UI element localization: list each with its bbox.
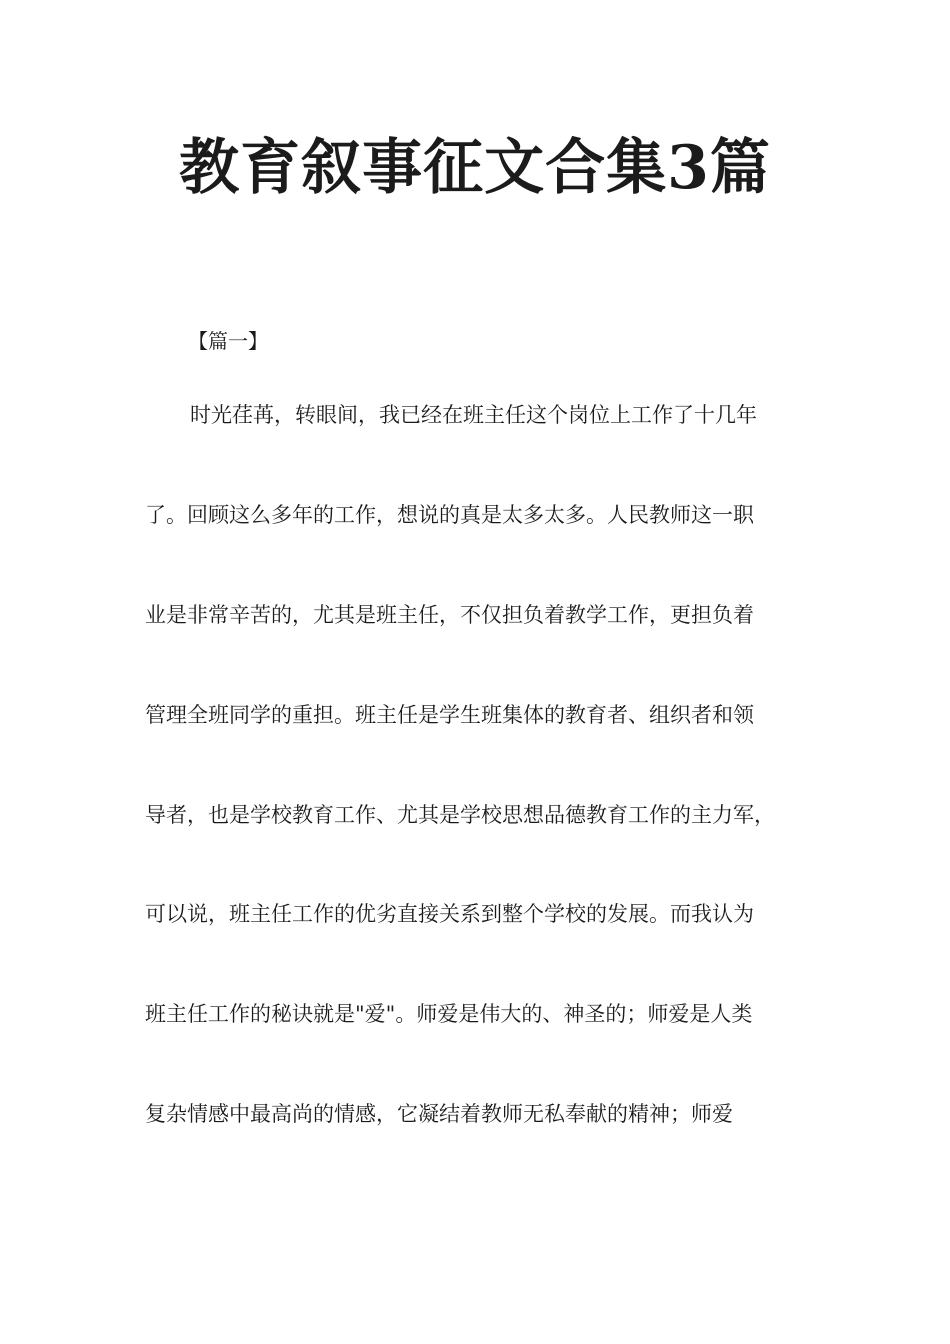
paragraph-line: 可以说，班主任工作的优劣直接关系到整个学校的发展。而我认为: [145, 902, 754, 926]
paragraph-line: 业是非常辛苦的，尤其是班主任，不仅担负着教学工作，更担负着: [145, 603, 754, 627]
paragraph-line: 导者，也是学校教育工作、尤其是学校思想品德教育工作的主力军，: [145, 803, 775, 827]
paragraph-line: 时光荏苒，转眼间，我已经在班主任这个岗位上工作了十几年: [190, 403, 757, 427]
paragraph-line: 管理全班同学的重担。班主任是学生班集体的教育者、组织者和领: [145, 703, 754, 727]
paragraph-line: 了。回顾这么多年的工作，想说的真是太多太多。人民教师这一职: [145, 503, 754, 527]
paragraph-line: 班主任工作的秘诀就是"爱"。师爱是伟大的、神圣的；师爱是人类: [145, 1002, 753, 1026]
section-heading: 【篇一】: [188, 329, 268, 353]
paragraph-line: 复杂情感中最高尚的情感，它凝结着教师无私奉献的精神；师爱: [145, 1102, 733, 1126]
page-title: 教育叙事征文合集3篇: [179, 133, 771, 203]
